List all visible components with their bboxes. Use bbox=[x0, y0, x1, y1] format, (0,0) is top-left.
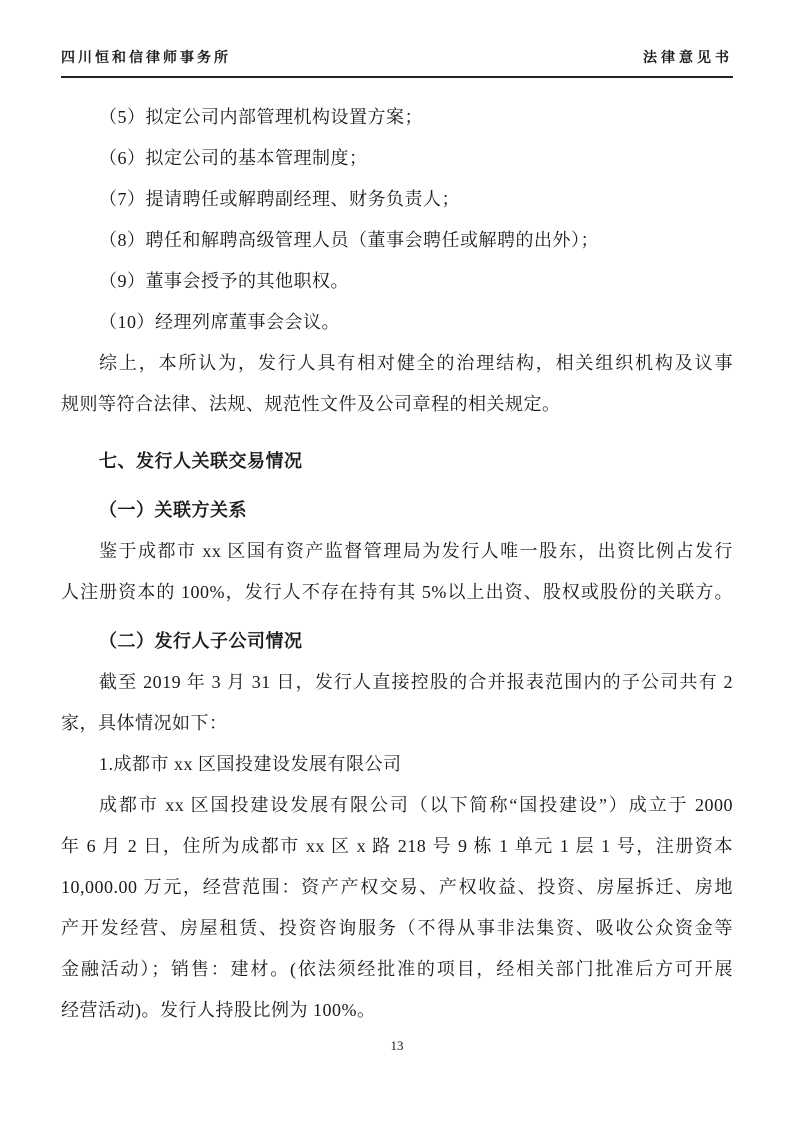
text-line: 家，具体情况如下： bbox=[61, 713, 228, 733]
text-line: （9）董事会授予的其他职权。 bbox=[99, 271, 349, 291]
text-line: 综上，本所认为，发行人具有相对健全的治理结构，相关组织机构及议事 bbox=[99, 353, 733, 373]
list-item bbox=[61, 179, 733, 220]
text-line: （7）提请聘任或解聘副经理、财务负责人； bbox=[99, 189, 460, 209]
paragraph bbox=[61, 662, 733, 744]
header-doc-type: 法律意见书 bbox=[643, 51, 733, 66]
section-heading bbox=[61, 441, 733, 482]
text-line: 成都市 xx 区国投建设发展有限公司（以下简称“国投建设”）成立于 2000 bbox=[99, 795, 733, 815]
text-line: （10）经理列席董事会会议。 bbox=[99, 312, 340, 332]
text-line: 年 6 月 2 日，住所为成都市 xx 区 x 路 218 号 9 栋 1 单元 1 层 1 号，注册资本 bbox=[61, 836, 733, 856]
header-firm-name: 四川恒和信律师事务所 bbox=[61, 51, 231, 66]
list-item bbox=[61, 261, 733, 302]
text-line: 金融活动）；销售：建材。(依法须经批准的项目，经相关部门批准后方可开展 bbox=[61, 959, 733, 979]
text-line: 七、发行人关联交易情况 bbox=[99, 451, 303, 471]
subsection-heading bbox=[61, 490, 733, 531]
text-line: 产开发经营、房屋租赁、投资咨询服务（不得从事非法集资、吸收公众资金等 bbox=[61, 918, 733, 938]
text-line: 10,000.00 万元，经营范围：资产产权交易、产权收益、投资、房屋拆迁、房地 bbox=[61, 877, 733, 897]
text-line: （一）关联方关系 bbox=[99, 500, 247, 520]
text-line: （8）聘任和解聘高级管理人员（董事会聘任或解聘的出外）； bbox=[99, 230, 599, 250]
list-item bbox=[61, 97, 733, 138]
text-line: （6）拟定公司的基本管理制度； bbox=[99, 148, 368, 168]
page-header bbox=[61, 0, 733, 78]
text-line: 鉴于成都市 xx 区国有资产监督管理局为发行人唯一股东，出资比例占发行 bbox=[99, 541, 733, 561]
text-line: 规则等符合法律、法规、规范性文件及公司章程的相关规定。 bbox=[61, 394, 561, 414]
list-item bbox=[61, 302, 733, 343]
page-number: 13 bbox=[390, 1038, 404, 1053]
paragraph bbox=[61, 531, 733, 613]
text-line: 经营活动)。发行人持股比例为 100%。 bbox=[61, 1000, 376, 1020]
text-line: 人注册资本的 100%，发行人不存在持有其 5%以上出资、股权或股份的关联方。 bbox=[61, 582, 733, 602]
list-item bbox=[61, 220, 733, 261]
text-line: 1.成都市 xx 区国投建设发展有限公司 bbox=[99, 754, 402, 774]
text-line: （二）发行人子公司情况 bbox=[99, 631, 303, 651]
paragraph bbox=[61, 785, 733, 1031]
text-line: （5）拟定公司内部管理机构设置方案； bbox=[99, 107, 423, 127]
subsection-heading bbox=[61, 621, 733, 662]
page-footer bbox=[0, 1038, 794, 1054]
document-body bbox=[61, 78, 733, 1031]
list-item bbox=[61, 138, 733, 179]
paragraph bbox=[61, 343, 733, 425]
numbered-item bbox=[61, 744, 733, 785]
text-line: 截至 2019 年 3 月 31 日，发行人直接控股的合并报表范围内的子公司共有 2 bbox=[99, 672, 733, 692]
